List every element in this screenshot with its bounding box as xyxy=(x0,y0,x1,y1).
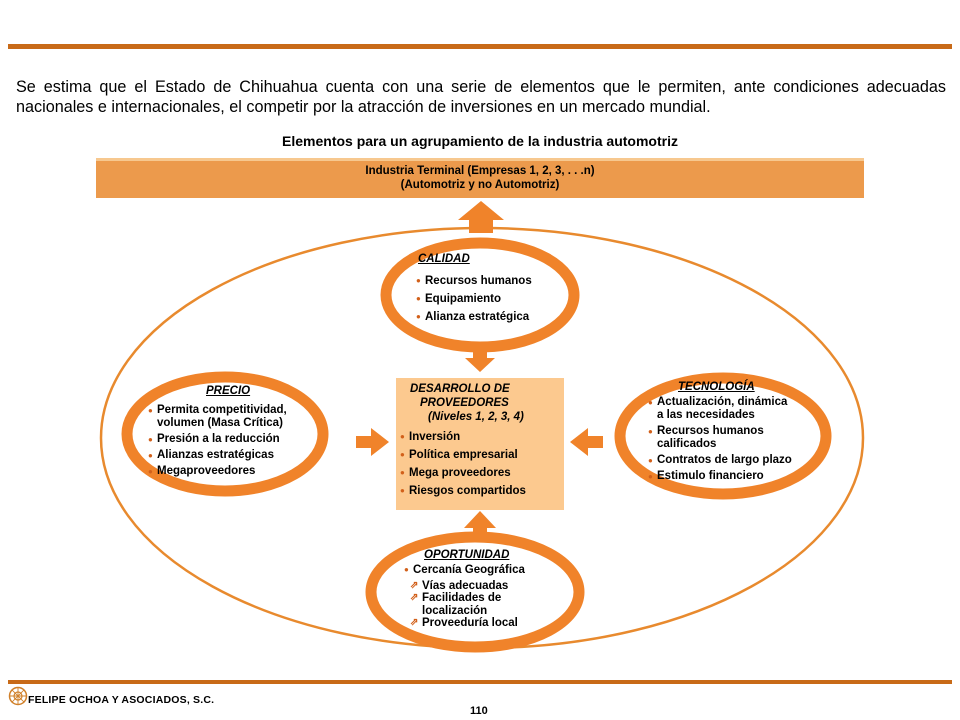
company-logo-icon xyxy=(8,686,28,706)
oportunidad-sub-item xyxy=(404,592,564,617)
tecnologia-item-line: ● Actualización, dinámica xyxy=(657,396,788,408)
oportunidad-card xyxy=(404,548,564,630)
page-number: 110 xyxy=(470,705,488,717)
tecnologia-item xyxy=(648,425,818,451)
desarrollo-item: ● Política empresarial xyxy=(400,448,564,462)
desarrollo-item: ● Inversión xyxy=(400,430,564,444)
desarrollo-item: ● Mega proveedores xyxy=(400,466,564,480)
tecnologia-item-line: calificados xyxy=(657,438,717,450)
arrow-tecnologia-to-center xyxy=(570,428,603,456)
tecnologia-card xyxy=(648,380,818,483)
desarrollo-title-2: PROVEEDORES xyxy=(420,397,509,409)
desarrollo-item: ● Riesgos compartidos xyxy=(400,484,564,498)
calidad-item: ● Recursos humanos xyxy=(416,274,556,288)
oportunidad-title: OPORTUNIDAD xyxy=(424,549,510,561)
calidad-item: ● Alianza estratégica xyxy=(416,310,556,324)
tecnologia-item-line: a las necesidades xyxy=(657,409,755,421)
calidad-item: ● Equipamiento xyxy=(416,292,556,306)
calidad-title: CALIDAD xyxy=(418,253,470,265)
oportunidad-sub-line: ⇗ Facilidades de xyxy=(422,592,502,604)
precio-item: ● Megaproveedores xyxy=(148,465,318,478)
intro-paragraph: Se estima que el Estado de Chihuahua cuenta con una serie de elementos que le permiten, ante condiciones adecuadas nacionales e internacionales, el competir por la atracción de inversiones en un mercado mundial. xyxy=(16,78,946,116)
precio-item xyxy=(148,404,318,430)
oportunidad-sub-item: ⇗ Proveeduría local xyxy=(404,617,564,630)
precio-title: PRECIO xyxy=(206,385,251,397)
oportunidad-main-item: ● Cercanía Geográfica xyxy=(404,564,564,577)
diagram-title: Elementos para un agrupamiento de la industria automotriz xyxy=(282,133,678,149)
precio-card xyxy=(148,384,318,478)
bottom-divider xyxy=(8,680,952,684)
oportunidad-sub-item: ⇗ Vías adecuadas xyxy=(404,580,564,593)
precio-item: ● Alianzas estratégicas xyxy=(148,449,318,462)
desarrollo-title-3: (Niveles 1, 2, 3, 4) xyxy=(428,411,524,423)
tecnologia-item: ● Contratos de largo plazo xyxy=(648,454,818,467)
desarrollo-title-1: DESARROLLO DE xyxy=(410,383,510,395)
oportunidad-sub-line: localización xyxy=(422,604,488,617)
arrow-precio-to-center xyxy=(356,428,389,456)
precio-item-line: volumen (Masa Crítica) xyxy=(157,417,283,429)
calidad-card xyxy=(416,252,556,324)
tecnologia-item xyxy=(648,396,818,422)
tecnologia-item-line: ● Recursos humanos xyxy=(657,425,764,437)
precio-item-line: ● Permita competitividad, xyxy=(157,404,287,416)
banner-line-1: Industria Terminal (Empresas 1, 2, 3, . . .n) xyxy=(365,165,595,177)
precio-item: ● Presión a la reducción xyxy=(148,433,318,446)
banner-line-2: (Automotriz y no Automotriz) xyxy=(400,179,560,191)
tecnologia-item: ● Estimulo financiero xyxy=(648,470,818,483)
tecnologia-title: TECNOLOGÍA xyxy=(678,381,755,393)
company-name: FELIPE OCHOA Y ASOCIADOS, S.C. xyxy=(28,694,215,706)
desarrollo-card xyxy=(400,382,564,498)
